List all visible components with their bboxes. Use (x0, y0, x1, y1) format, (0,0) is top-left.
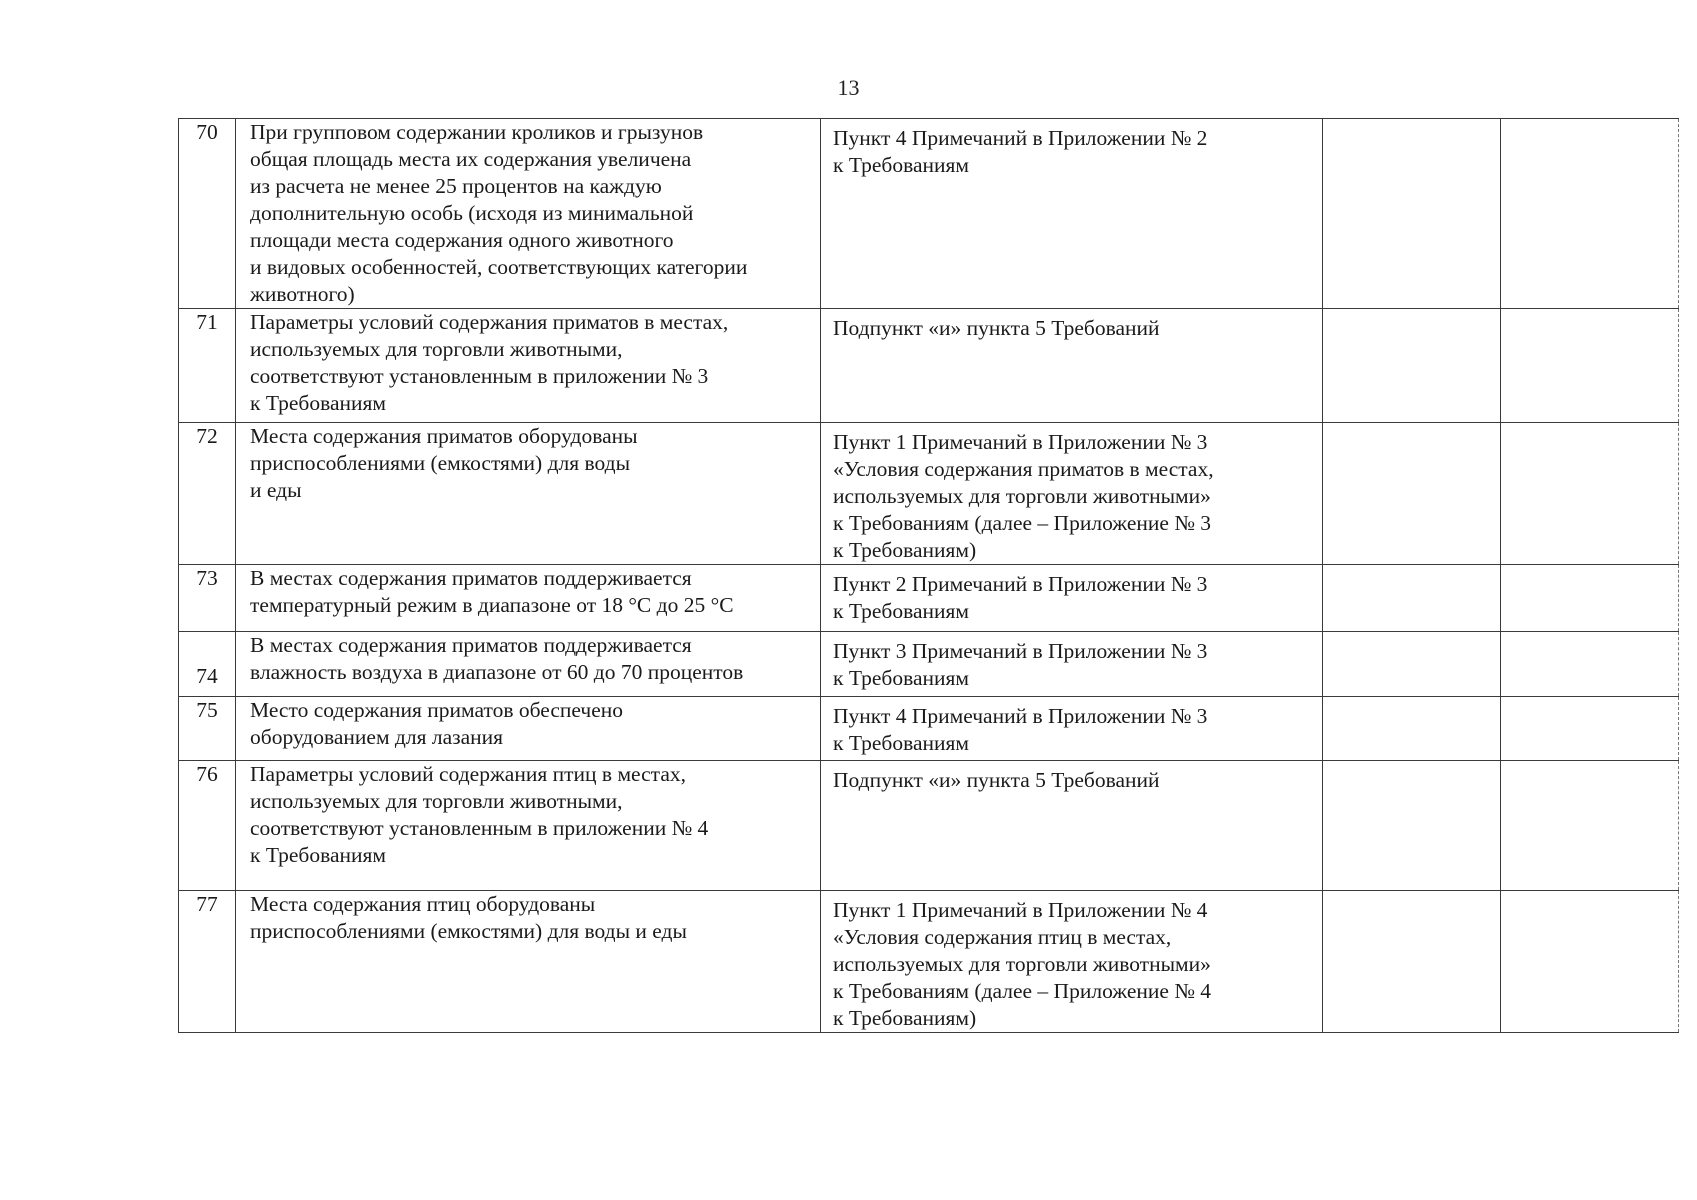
table-row (179, 309, 1679, 423)
requirement-text: В местах содержания приматов поддерживается температурный режим в диапазоне от 18 °С до 25 °С (250, 566, 734, 617)
row-number-cell (179, 309, 236, 423)
empty-cell (1323, 119, 1501, 309)
reference-cell (821, 423, 1323, 565)
reference-text: Пункт 4 Примечаний в Приложении № 2 к Требованиям (833, 126, 1208, 177)
reference-text: Подпункт «и» пункта 5 Требований (833, 768, 1160, 792)
reference-text: Пункт 3 Примечаний в Приложении № 3 к Требованиям (833, 639, 1208, 690)
empty-cell (1501, 632, 1679, 697)
table-row (179, 565, 1679, 632)
requirement-text: Места содержания приматов оборудованы приспособлениями (емкостями) для воды и еды (250, 424, 638, 502)
empty-cell (1501, 891, 1679, 1033)
requirement-cell (236, 119, 821, 309)
reference-text: Пункт 1 Примечаний в Приложении № 4 «Условия содержания птиц в местах, используемых для торговли животными» к Требованиям (далее – Приложение № 4 к Требованиям) (833, 898, 1211, 1030)
reference-cell (821, 697, 1323, 761)
reference-cell (821, 891, 1323, 1033)
empty-cell (1501, 119, 1679, 309)
requirement-text: При групповом содержании кроликов и грызунов общая площадь места их содержания увеличена из расчета не менее 25 процентов на каждую дополнительную особь (исходя из минимальной площади места содержания одного животного и видовых особенностей, соответствующих категории животного) (250, 120, 748, 306)
table-row (179, 119, 1679, 309)
requirement-cell (236, 309, 821, 423)
requirement-cell (236, 891, 821, 1033)
requirement-cell (236, 565, 821, 632)
requirement-text: Место содержания приматов обеспечено оборудованием для лазания (250, 698, 624, 749)
reference-cell (821, 761, 1323, 891)
table-row (179, 761, 1679, 891)
reference-text: Пункт 2 Примечаний в Приложении № 3 к Требованиям (833, 572, 1208, 623)
empty-cell (1501, 565, 1679, 632)
requirement-cell (236, 761, 821, 891)
empty-cell (1323, 761, 1501, 891)
empty-cell (1501, 697, 1679, 761)
row-number-cell (179, 632, 236, 697)
reference-cell (821, 309, 1323, 423)
requirement-text: В местах содержания приматов поддерживается влажность воздуха в диапазоне от 60 до 70 процентов (250, 633, 744, 684)
row-number: 74 (196, 664, 218, 688)
row-number: 77 (196, 892, 218, 916)
empty-cell (1323, 891, 1501, 1033)
row-number-cell (179, 697, 236, 761)
requirement-cell (236, 423, 821, 565)
row-number: 73 (196, 566, 218, 590)
row-number: 75 (196, 698, 218, 722)
row-number: 70 (196, 120, 218, 144)
reference-cell (821, 565, 1323, 632)
table-row (179, 423, 1679, 565)
reference-text: Пункт 4 Примечаний в Приложении № 3 к Требованиям (833, 704, 1208, 755)
table-row (179, 632, 1679, 697)
row-number-cell (179, 891, 236, 1033)
row-number: 76 (196, 762, 218, 786)
page-number: 13 (837, 75, 860, 100)
reference-text: Пункт 1 Примечаний в Приложении № 3 «Условия содержания приматов в местах, используемых для торговли животными» к Требованиям (далее – Приложение № 3 к Требованиям) (833, 430, 1214, 562)
empty-cell (1501, 309, 1679, 423)
row-number-cell (179, 119, 236, 309)
empty-cell (1501, 761, 1679, 891)
empty-cell (1501, 423, 1679, 565)
row-number-cell (179, 565, 236, 632)
requirement-text: Параметры условий содержания птиц в местах, используемых для торговли животными, соответствуют установленным в приложении № 4 к Требованиям (250, 762, 709, 867)
empty-cell (1323, 309, 1501, 423)
requirement-text: Места содержания птиц оборудованы приспособлениями (емкостями) для воды и еды (250, 892, 687, 943)
empty-cell (1323, 697, 1501, 761)
requirement-cell (236, 697, 821, 761)
reference-text: Подпункт «и» пункта 5 Требований (833, 316, 1160, 340)
requirements-table (178, 118, 1679, 1033)
reference-cell (821, 632, 1323, 697)
empty-cell (1323, 632, 1501, 697)
row-number: 71 (196, 310, 218, 334)
row-number-cell (179, 761, 236, 891)
table-row (179, 891, 1679, 1033)
table-row (179, 697, 1679, 761)
reference-cell (821, 119, 1323, 309)
requirement-text: Параметры условий содержания приматов в местах, используемых для торговли животными, соответствуют установленным в приложении № 3 к Требованиям (250, 310, 729, 415)
row-number-cell (179, 423, 236, 565)
requirement-cell (236, 632, 821, 697)
empty-cell (1323, 565, 1501, 632)
row-number: 72 (196, 424, 218, 448)
empty-cell (1323, 423, 1501, 565)
